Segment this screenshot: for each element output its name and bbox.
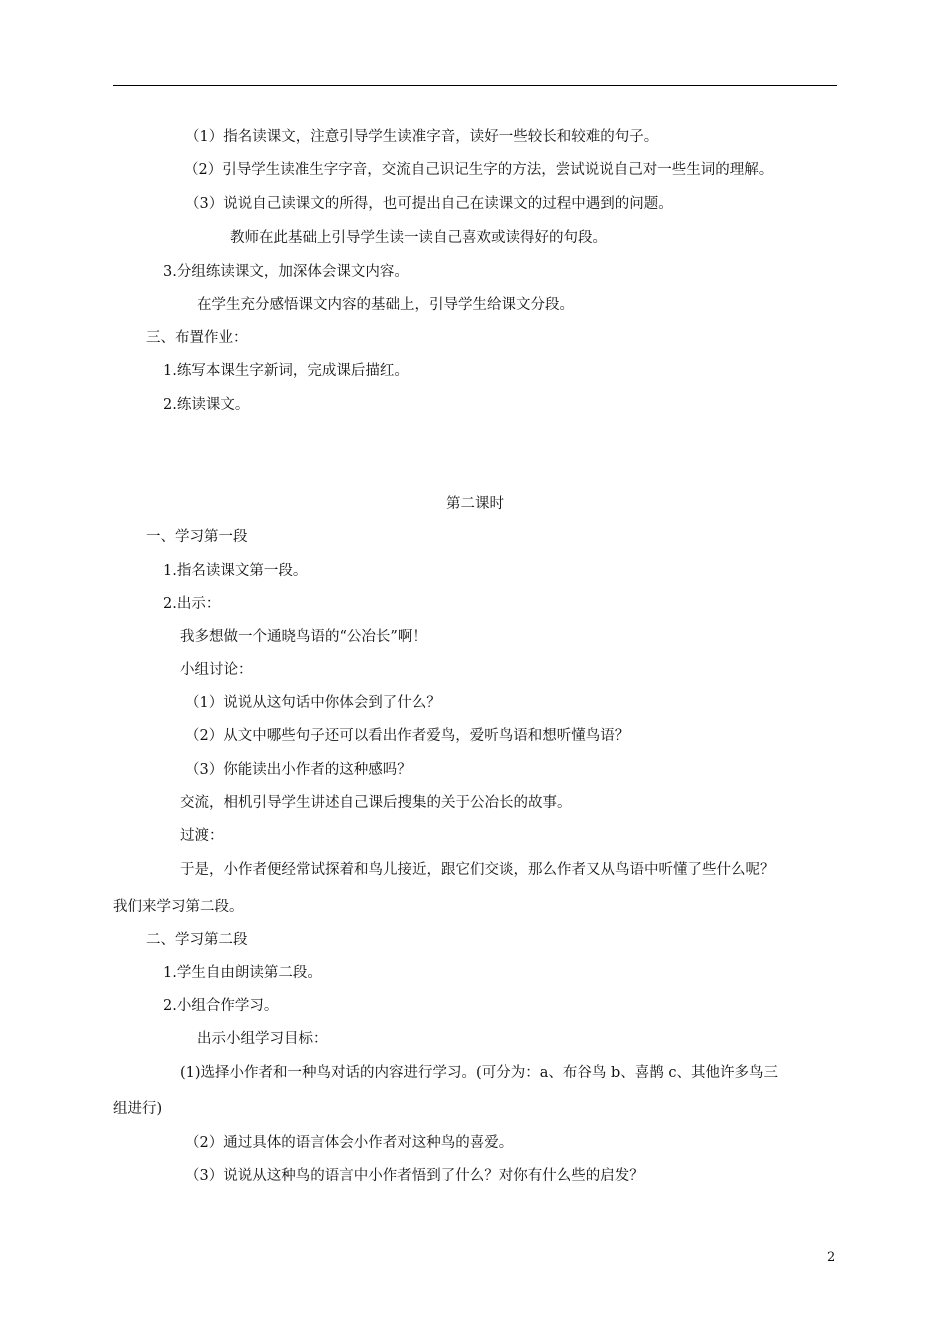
text-line-8: 1.练写本课生字新词，完成课后描红。 (163, 363, 409, 379)
text-line-28: 组进行) (113, 1101, 163, 1117)
text-line-26: 出示小组学习目标： (197, 1031, 328, 1047)
text-line-18: （3）你能读出小作者的这种感吗？ (185, 762, 412, 778)
section-heading-assignment: 三、布置作业： (146, 330, 248, 346)
text-line-29: （2）通过具体的语言体会小作者对这种鸟的喜爱。 (185, 1135, 514, 1151)
text-line-13: 2.出示： (163, 596, 221, 612)
text-line-15: 小组讨论： (180, 662, 253, 678)
text-line-24: 1.学生自由朗读第二段。 (163, 965, 322, 981)
text-line-25: 2.小组合作学习。 (163, 998, 279, 1014)
text-line-20: 过渡： (180, 828, 224, 844)
text-line-17: （2）从文中哪些句子还可以看出作者爱鸟，爱听鸟语和想听懂鸟语？ (185, 728, 630, 744)
text-line-22: 我们来学习第二段。 (113, 899, 244, 915)
text-line-12: 1.指名读课文第一段。 (163, 563, 308, 579)
text-line-30: （3）说说从这种鸟的语言中小作者悟到了什么？对你有什么些的启发？ (185, 1168, 644, 1184)
lesson-title: 第二课时 (446, 496, 504, 512)
text-line-5: 3.分组练读课文，加深体会课文内容。 (163, 264, 409, 280)
text-line-14: 我多想做一个通晓鸟语的“公冶长”啊！ (180, 629, 427, 645)
text-line-21: 于是，小作者便经常试探着和鸟儿接近，跟它们交谈，那么作者又从鸟语中听懂了些什么呢？ (180, 862, 775, 878)
page-number: 2 (827, 1250, 836, 1265)
text-line-19: 交流，相机引导学生讲述自己课后搜集的关于公冶长的故事。 (180, 795, 572, 811)
text-line-16: （1）说说从这句话中你体会到了什么？ (185, 695, 441, 711)
header-rule (113, 85, 837, 86)
text-line-6: 在学生充分感悟课文内容的基础上，引导学生给课文分段。 (197, 297, 574, 313)
text-line-4: 教师在此基础上引导学生读一读自己喜欢或读得好的句段。 (230, 230, 607, 246)
text-line-2: （2）引导学生读准生字字音，交流自己识记生字的方法，尝试说说自己对一些生词的理解。 (184, 162, 774, 178)
text-line-3: （3）说说自己读课文的所得，也可提出自己在读课文的过程中遇到的问题。 (185, 196, 673, 212)
text-line-9: 2.练读课文。 (163, 397, 250, 413)
section-heading-paragraph-one: 一、学习第一段 (146, 529, 248, 545)
section-heading-paragraph-two: 二、学习第二段 (146, 932, 248, 948)
text-line-27: (1)选择小作者和一种鸟对话的内容进行学习。(可分为：a、布谷鸟 b、喜鹊 c、其他许多鸟三 (180, 1065, 778, 1081)
text-line-1: （1）指名读课文，注意引导学生读准字音，读好一些较长和较难的句子。 (185, 129, 659, 145)
